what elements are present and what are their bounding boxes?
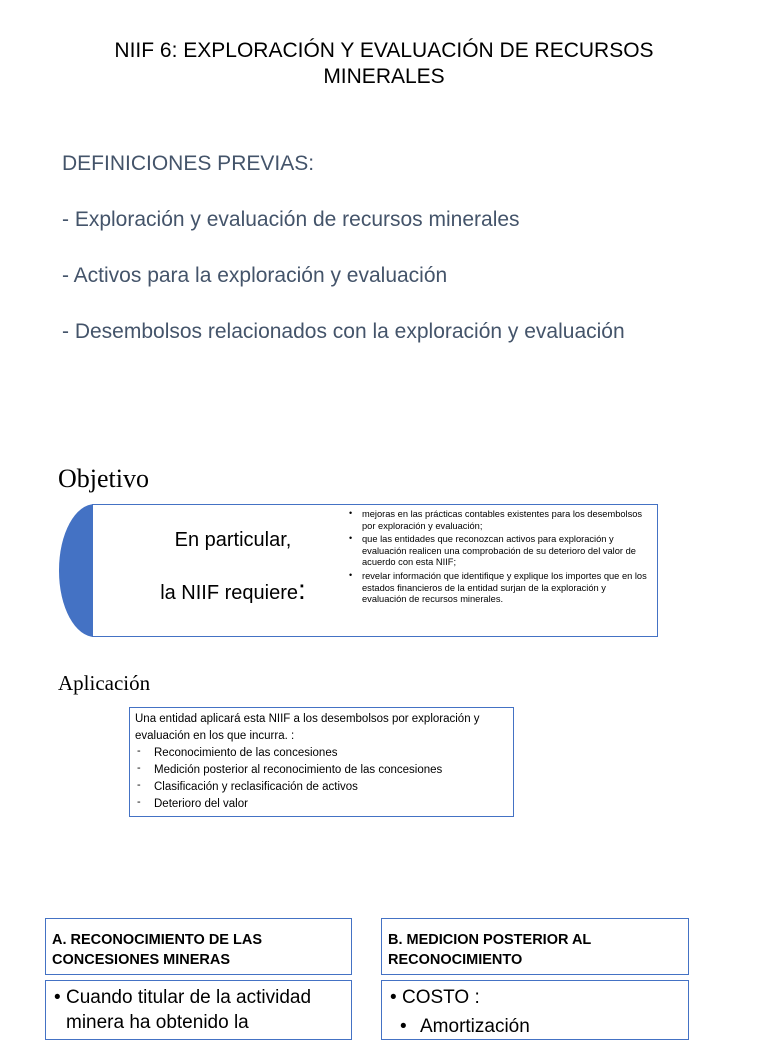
bullet-icon: • — [349, 569, 353, 580]
section-b-body — [381, 980, 689, 1040]
objetivo-label-colon: : — [298, 574, 306, 605]
objetivo-bullet-text: revelar información que identifique y explique los importes que en los estados financieros de la entidad surjan de la exploración y evaluación de recursos minerales. — [362, 570, 647, 605]
page-title: NIIF 6: EXPLORACIÓN Y EVALUACIÓN DE RECURSOS MINERALES — [114, 39, 654, 88]
section-b-subitem — [390, 1014, 688, 1039]
objetivo-label-line2 — [100, 574, 366, 605]
dash-icon: - — [137, 796, 141, 808]
aplicacion-item-text: Medición posterior al reconocimiento de las concesiones — [154, 764, 443, 776]
section-b-item — [390, 985, 688, 1010]
aplicacion-item-text: Clasificación y reclasificación de activos — [154, 781, 358, 793]
objetivo-accent-shape — [59, 504, 95, 637]
objetivo-bullet-text: que las entidades que reconozcan activos para exploración y evaluación realicen una comprobación de su deterioro del valor de acuerdo con esta NIIF; — [362, 534, 636, 568]
objetivo-label-line1: En particular, — [174, 529, 292, 551]
section-a-item — [54, 985, 351, 1035]
section-a-body — [45, 980, 352, 1040]
bullet-icon: • — [54, 987, 61, 1008]
aplicacion-list — [135, 745, 513, 813]
definition-item: - Exploración y evaluación de recursos minerales — [62, 208, 520, 231]
aplicacion-item — [135, 762, 513, 779]
definition-item: - Desembolsos relacionados con la exploración y evaluación — [62, 320, 625, 343]
objetivo-bullet-text: mejoras en las prácticas contables existentes para los desembolsos por exploración y evaluación; — [362, 509, 643, 531]
bullet-icon: • — [400, 1016, 407, 1037]
aplicacion-item-text: Reconocimiento de las concesiones — [154, 747, 338, 759]
section-b-heading: B. MEDICION POSTERIOR AL RECONOCIMIENTO — [381, 918, 689, 975]
section-b-subitem-text: Amortización — [420, 1016, 530, 1037]
aplicacion-item — [135, 796, 513, 813]
objetivo-heading: Objetivo — [58, 464, 149, 493]
definitions-heading: DEFINICIONES PREVIAS: — [62, 152, 315, 175]
aplicacion-item-text: Deterioro del valor — [154, 798, 248, 810]
section-a-item-text: Cuando titular de la actividad minera ha obtenido la — [66, 987, 312, 1033]
definition-item: - Activos para la exploración y evaluación — [62, 264, 448, 287]
aplicacion-heading: Aplicación — [58, 671, 151, 695]
objetivo-label — [100, 504, 366, 637]
bullet-icon: • — [349, 508, 353, 518]
objetivo-bullet-list — [349, 509, 649, 608]
dash-icon: - — [137, 762, 141, 774]
objetivo-label-text: la NIIF requiere — [160, 582, 299, 604]
aplicacion-item — [135, 745, 513, 762]
aplicacion-box — [129, 707, 514, 817]
bullet-icon: • — [349, 533, 353, 544]
objetivo-bullet — [349, 509, 649, 532]
objetivo-bullet — [349, 571, 649, 606]
objetivo-bullet — [349, 534, 649, 569]
section-b-item-text: COSTO : — [402, 987, 480, 1008]
dash-icon: - — [137, 745, 141, 757]
bullet-icon: • — [390, 987, 397, 1008]
aplicacion-intro: Una entidad aplicará esta NIIF a los desembolsos por exploración y evaluación en los que incurra. : — [135, 713, 480, 742]
section-a-heading: A. RECONOCIMIENTO DE LAS CONCESIONES MINERAS — [45, 918, 352, 975]
dash-icon: - — [137, 779, 141, 791]
aplicacion-item — [135, 779, 513, 796]
